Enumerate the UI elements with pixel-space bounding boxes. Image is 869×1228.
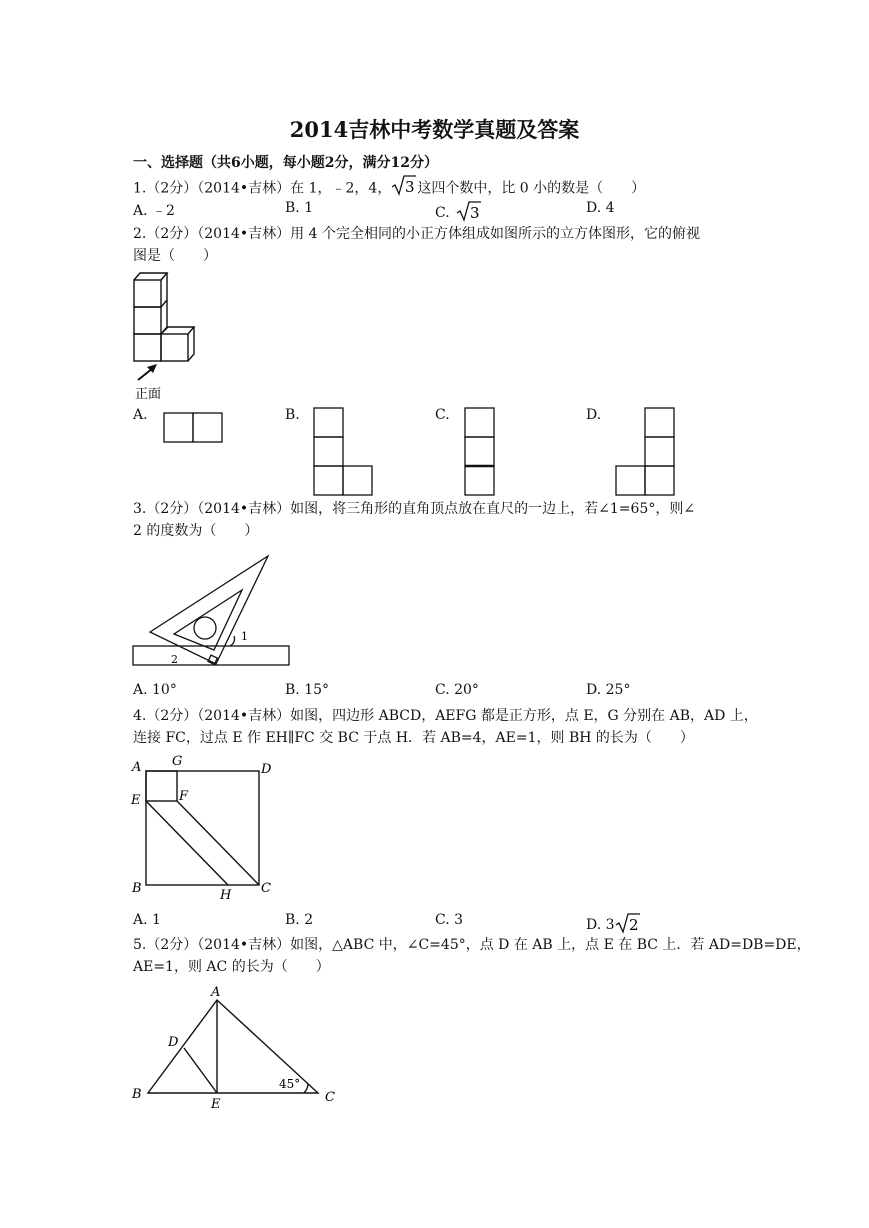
q3-line-1: 3.（2分）（2014•吉林）如图，将三角形的直角顶点放在直尺的一边上，若∠1=65°，则∠ xyxy=(133,501,696,517)
q3-option-a: A. 10° xyxy=(133,682,177,698)
arrow-icon xyxy=(138,364,157,380)
q1-option-a: A. ﹣2 xyxy=(133,203,175,219)
q2-option-c: C. xyxy=(435,407,450,423)
q1-option-b: B. 1 xyxy=(285,200,314,216)
angle-1-label: 1 xyxy=(241,630,248,643)
q3-line-2: 2 的度数为（ ） xyxy=(133,523,259,539)
svg-text:3: 3 xyxy=(470,204,480,222)
svg-text:2: 2 xyxy=(628,916,639,934)
page-title: 2014吉林中考数学真题及答案 xyxy=(289,117,580,142)
q5-line-1: 5.（2分）（2014•吉林）如图，△ABC 中，∠C=45°，点 D 在 AB 上，点 E 在 BC 上．若 AD=DB=DE， xyxy=(133,937,811,953)
angle-2-label: 2 xyxy=(171,653,178,666)
label-E: E xyxy=(211,1097,221,1112)
label-F: F xyxy=(179,789,189,804)
q4-option-d: D. 3 2 xyxy=(586,912,641,938)
q2-cube-figure xyxy=(126,268,216,403)
label-A: A xyxy=(211,985,221,1000)
q1-option-c: C. 3 xyxy=(435,200,482,226)
q2-option-b: B. xyxy=(285,407,300,423)
q2-option-d-figure xyxy=(615,407,677,497)
label-A: A xyxy=(132,760,142,775)
q3-option-c: C. 20° xyxy=(435,682,479,698)
sqrt-icon xyxy=(391,174,417,203)
q2-line-1: 2.（2分）（2014•吉林）用 4 个完全相同的小正方体组成如图所示的立方体图形，它的俯视 xyxy=(133,226,700,242)
q1-text-a: 1.（2分）（2014•吉林）在 1，﹣2，4， xyxy=(133,180,392,197)
label-H: H xyxy=(220,888,232,903)
label-D: D xyxy=(168,1035,179,1050)
q4-option-a: A. 1 xyxy=(133,912,161,928)
q2-option-a: A. xyxy=(133,407,148,423)
q4-option-c: C. 3 xyxy=(435,912,464,928)
label-E: E xyxy=(131,793,141,808)
label-B: B xyxy=(132,881,142,896)
q2-option-b-figure xyxy=(313,407,375,497)
q1-option-d: D. 4 xyxy=(586,200,615,216)
q4-squares-figure xyxy=(128,752,278,902)
question-1 xyxy=(133,174,645,203)
q1-text-b: 这四个数中，比 0 小的数是（ ） xyxy=(417,180,646,197)
q5-line-2: AE=1，则 AC 的长为（ ） xyxy=(133,959,330,975)
q2-option-c-figure xyxy=(464,407,498,497)
label-B: B xyxy=(132,1087,142,1102)
q4-line-2: 连接 FC，过点 E 作 EH∥FC 交 BC 于点 H．若 AB=4，AE=1，则 BH 的长为（ ） xyxy=(133,730,694,746)
section-heading: 一、选择题（共6小题，每小题2分，满分12分） xyxy=(133,155,438,171)
front-label: 正面 xyxy=(135,387,162,402)
q3-option-b: B. 15° xyxy=(285,682,330,698)
angle-45-label: 45° xyxy=(279,1077,301,1091)
q4-line-1: 4.（2分）（2014•吉林）如图，四边形 ABCD，AEFG 都是正方形，点 E，G 分别在 AB，AD 上， xyxy=(133,708,758,724)
label-D: D xyxy=(261,762,272,777)
label-G: G xyxy=(172,754,183,769)
label-C: C xyxy=(261,881,271,896)
q3-option-d: D. 25° xyxy=(586,682,631,698)
q2-line-2: 图是（ ） xyxy=(133,248,217,264)
q4-option-b: B. 2 xyxy=(285,912,314,928)
q2-option-d: D. xyxy=(586,407,602,423)
label-C: C xyxy=(325,1090,335,1105)
q1-radicand: 3 xyxy=(405,178,415,196)
q2-option-a-figure xyxy=(163,412,223,444)
q3-ruler-triangle-figure xyxy=(130,550,295,672)
q5-triangle-figure xyxy=(128,982,343,1112)
